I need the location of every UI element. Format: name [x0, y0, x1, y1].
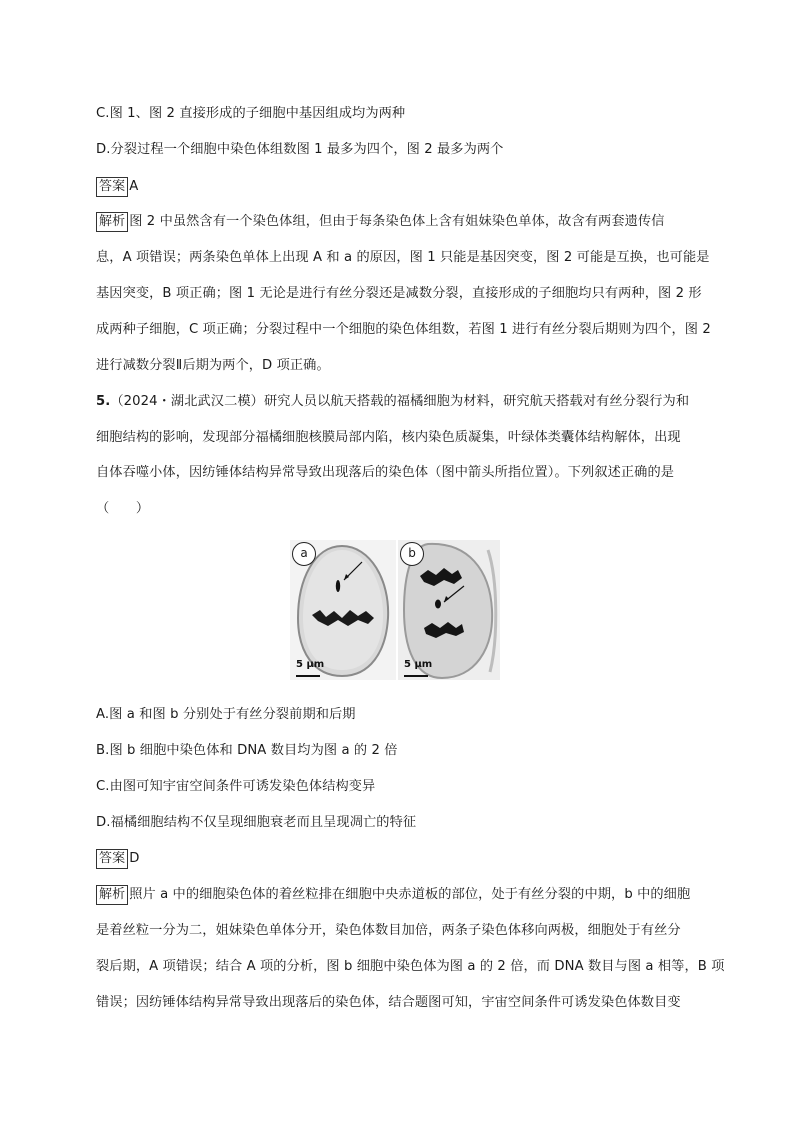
answer-value: A: [129, 179, 139, 194]
explanation-1-line-4: 成两种子细胞，C 项正确；分裂过程中一个细胞的染色体组数，若图 1 进行有丝分裂后期则为四个，图 2: [96, 322, 711, 337]
option-d: D.福橘细胞结构不仅呈现细胞衰老而且呈现凋亡的特征: [96, 815, 417, 830]
question-5-paren: （ ）: [96, 501, 150, 516]
option-b: B.图 b 细胞中染色体和 DNA 数目均为图 a 的 2 倍: [96, 743, 398, 758]
option-d-prev: D.分裂过程一个细胞中染色体组数图 1 最多为四个，图 2 最多为两个: [96, 142, 504, 157]
answer-2: [96, 849, 139, 869]
question-5-line-2: 细胞结构的影响，发现部分福橘细胞核膜局部内陷，核内染色质凝集，叶绿体类囊体结构解体，出现: [96, 430, 681, 445]
question-5-line-1: [96, 392, 689, 412]
question-text: （2024・湖北武汉二模）研究人员以航天搭载的福橘细胞为材料，研究航天搭载对有丝分裂行为和: [110, 394, 690, 409]
explanation-2-line-2: 是着丝粒一分为二，姐妹染色单体分开，染色体数目加倍，两条子染色体移向两极，细胞处于有丝分: [96, 923, 681, 938]
explanation-1-line-3: 基因突变，B 项正确；图 1 无论是进行有丝分裂还是减数分裂，直接形成的子细胞均只有两种，图 2 形: [96, 286, 702, 301]
explanation-2-line-3: 裂后期，A 项错误；结合 A 项的分析，图 b 细胞中染色体为图 a 的 2 倍，而 DNA 数目与图 a 相等，B 项: [96, 959, 725, 974]
micrograph-figure: [290, 540, 500, 680]
explanation-1-line-1: [96, 212, 665, 232]
question-number: 5.: [96, 394, 111, 409]
micrograph-a: [290, 540, 396, 680]
answer-tag: 答案: [96, 849, 128, 869]
label-a: a: [292, 542, 316, 566]
explanation-1-line-5: 进行减数分裂Ⅱ后期为两个，D 项正确。: [96, 358, 330, 373]
answer-tag: 答案: [96, 177, 128, 197]
explanation-2-line-4: 错误；因纺锤体结构异常导致出现落后的染色体，结合题图可知，宇宙空间条件可诱发染色体数目变: [96, 995, 681, 1010]
explanation-1-line-2: 息，A 项错误；两条染色单体上出现 A 和 a 的原因，图 1 只能是基因突变，图 2 可能是互换，也可能是: [96, 250, 710, 265]
explanation-text: 照片 a 中的细胞染色体的着丝粒排在细胞中央赤道板的部位，处于有丝分裂的中期，b 中的细胞: [129, 887, 691, 902]
explanation-tag: 解析: [96, 885, 128, 905]
explanation-text: 图 2 中虽然含有一个染色体组，但由于每条染色体上含有姐妹染色单体，故含有两套遗传信: [129, 214, 665, 229]
micrograph-b: [398, 540, 500, 680]
option-c: C.由图可知宇宙空间条件可诱发染色体结构变异: [96, 779, 376, 794]
answer-value: D: [129, 851, 140, 866]
scale-label-b: 5 μm: [404, 659, 433, 670]
label-b: b: [400, 542, 424, 566]
question-5-line-3: 自体吞噬小体，因纺锤体结构异常导致出现落后的染色体（图中箭头所指位置）。下列叙述正确的是: [96, 465, 675, 480]
scale-label-a: 5 μm: [296, 659, 325, 670]
scale-bar-a: [296, 675, 320, 677]
option-a: A.图 a 和图 b 分别处于有丝分裂前期和后期: [96, 707, 356, 722]
scale-bar-b: [404, 675, 428, 677]
explanation-tag: 解析: [96, 212, 128, 232]
answer-1: [96, 177, 138, 197]
option-c-prev: C.图 1、图 2 直接形成的子细胞中基因组成均为两种: [96, 106, 406, 121]
explanation-2-line-1: [96, 885, 690, 905]
